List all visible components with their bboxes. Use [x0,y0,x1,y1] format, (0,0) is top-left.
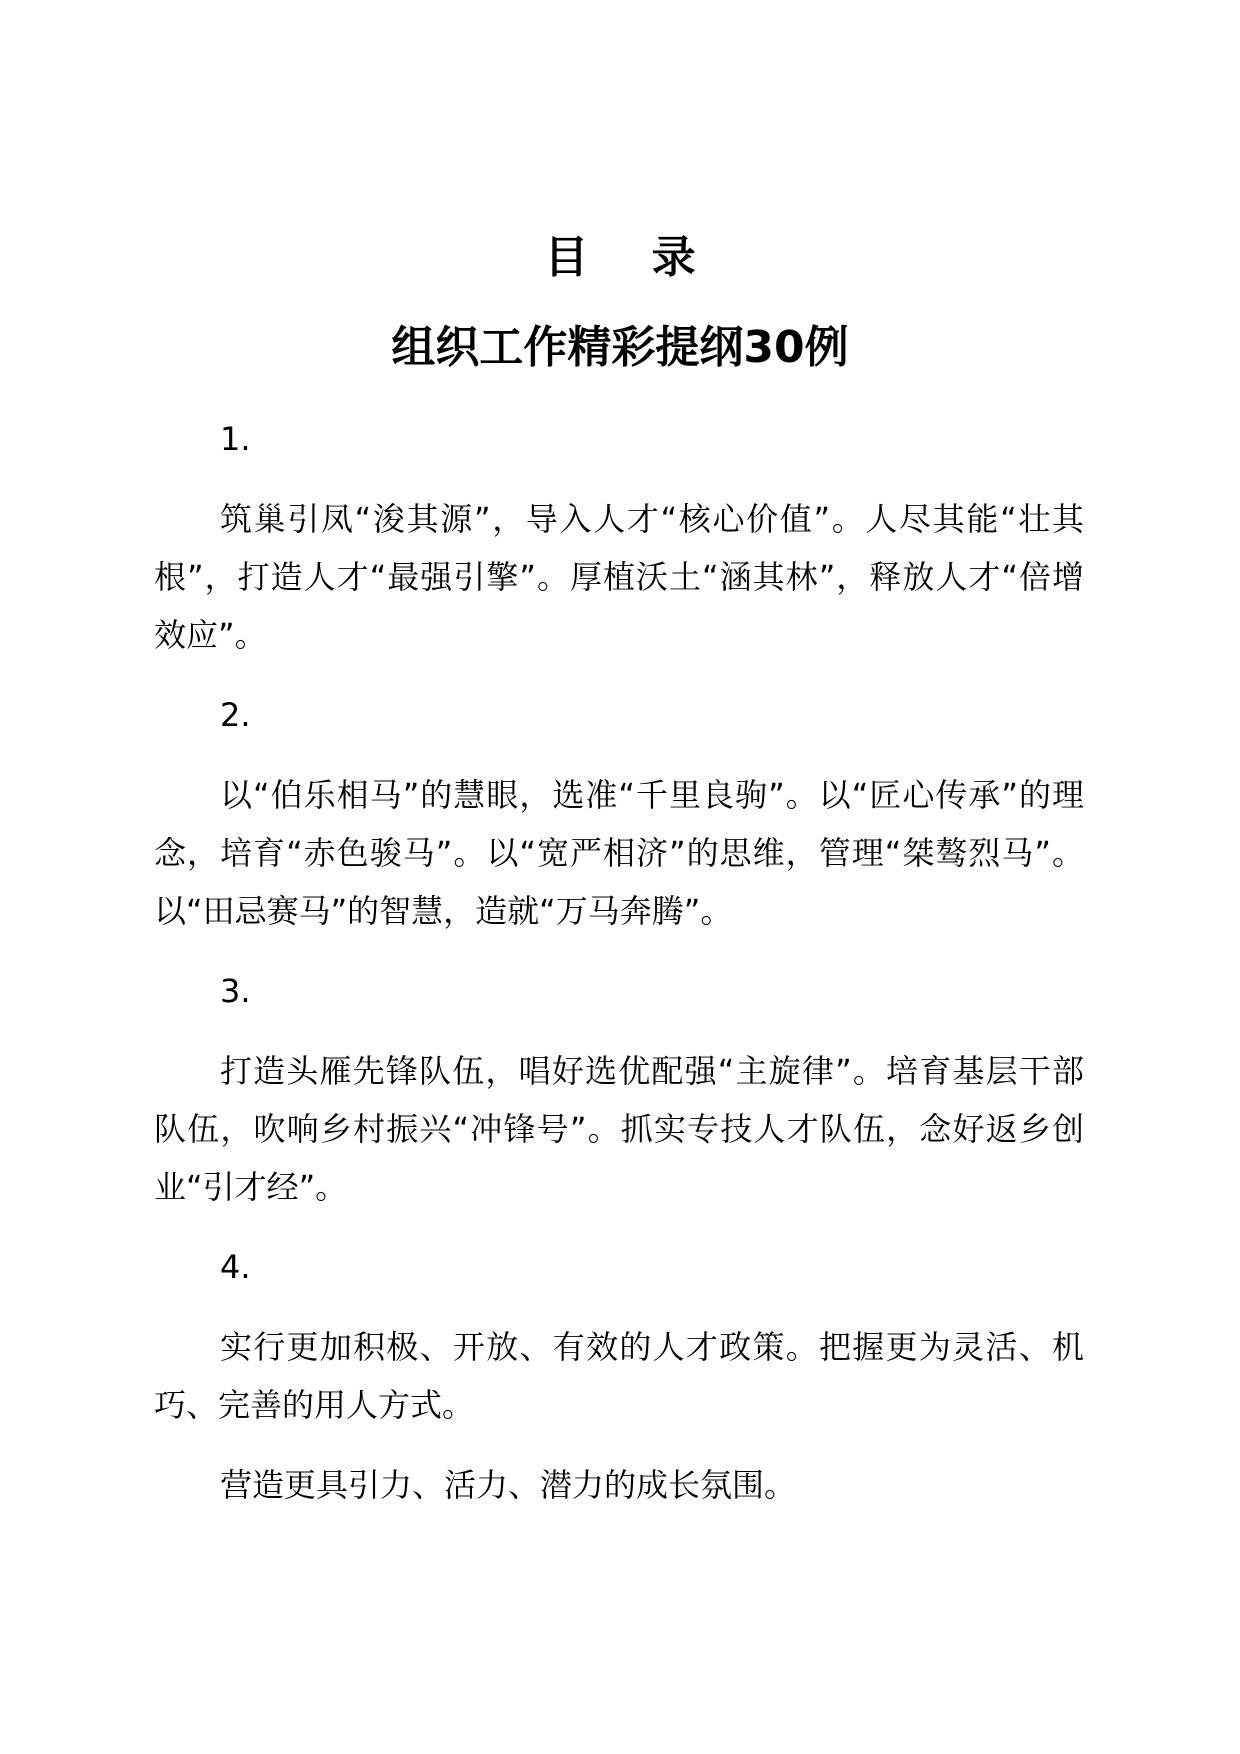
item-number-2: 2. [220,696,251,734]
item-number-1: 1. [220,420,251,458]
document-body [154,410,1084,1536]
document-subtitle: 组织工作精彩提纲30例 [391,322,849,373]
body-paragraph: 营造更具引力、活力、潜力的成长氛围。 [220,1466,797,1504]
body-paragraph: 筑巢引凤“浚其源”，导入人才“核心价值”。人尽其能“壮其根”，打造人才“最强引擎”。厚植沃土“涵其林”，释放人才“倍增效应”。 [154,500,1084,654]
item-number-3: 3. [220,972,251,1010]
body-paragraph: 打造头雁先锋队伍，唱好选优配强“主旋律”。培育基层干部队伍，吹响乡村振兴“冲锋号”。抓实专技人才队伍，念好返乡创业“引才经”。 [154,1052,1084,1206]
document-title: 目 录 [544,232,720,283]
body-paragraph: 实行更加积极、开放、有效的人才政策。把握更为灵活、机巧、完善的用人方式。 [154,1328,1084,1424]
item-number-4: 4. [220,1248,251,1286]
body-paragraph: 以“伯乐相马”的慧眼，选准“千里良驹”。以“匠心传承”的理念，培育“赤色骏马”。以“宽严相济”的思维，管理“桀骜烈马”。以“田忌赛马”的智慧，造就“万马奔腾”。 [154,776,1084,930]
